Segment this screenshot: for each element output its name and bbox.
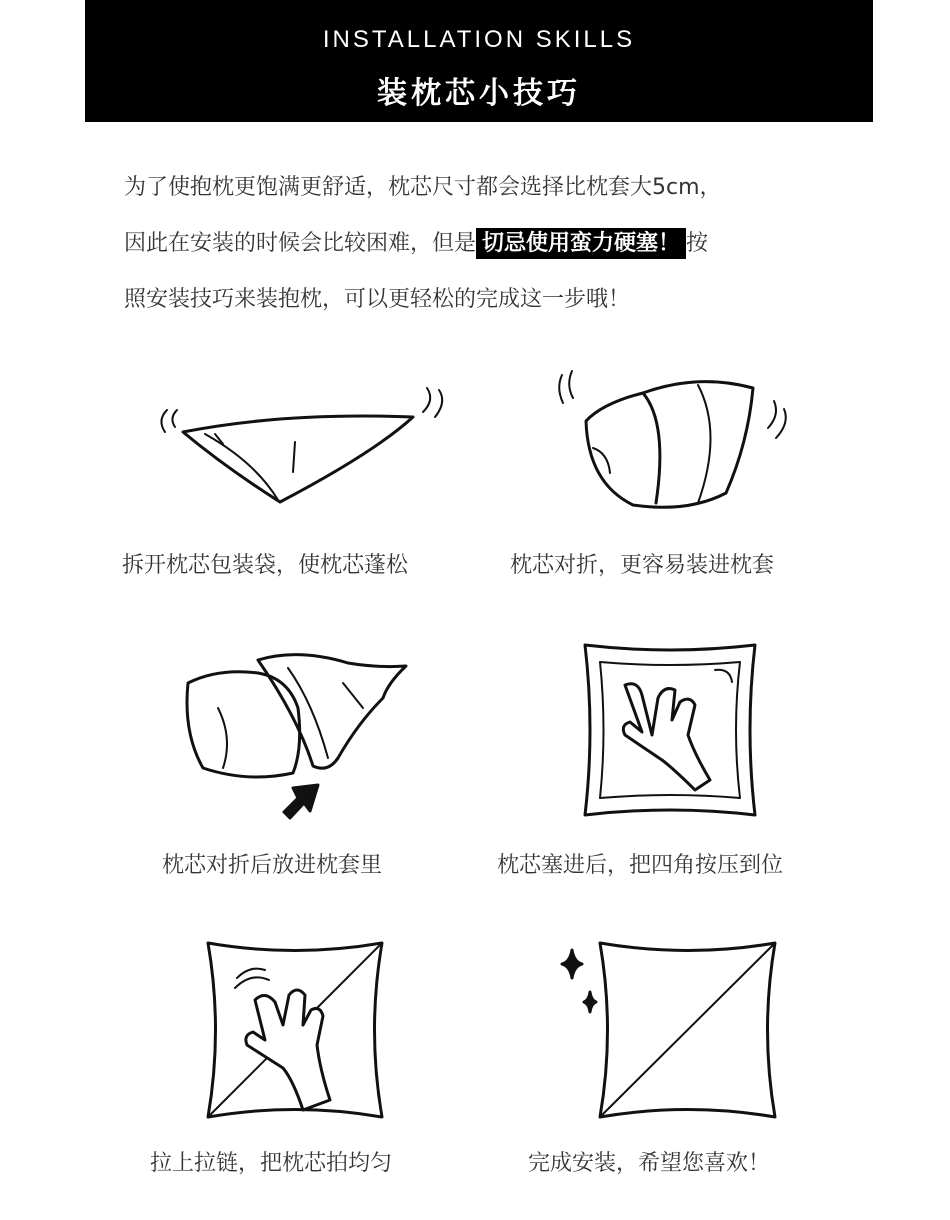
step4-press-corners-illustration	[580, 640, 760, 820]
step6-caption: 完成安装，希望您喜欢！	[528, 1151, 771, 1176]
step2-pillow-fold-illustration	[548, 363, 798, 523]
intro-line-2-end: 按	[686, 231, 709, 256]
step4-caption: 枕芯塞进后，把四角按压到位	[497, 853, 784, 878]
step6-finished-pillow-illustration	[558, 940, 778, 1120]
step1-pillow-fluff-illustration	[145, 372, 445, 512]
step5-caption: 拉上拉链，把枕芯拍均匀	[150, 1151, 393, 1176]
intro-line-1: 为了使抱枕更饱满更舒适，枕芯尺寸都会选择比枕套大5cm，	[124, 175, 722, 200]
step3-insert-into-cover-illustration	[178, 648, 418, 823]
banner-title-en: INSTALLATION SKILLS	[322, 26, 636, 53]
step1-caption: 拆开枕芯包装袋，使枕芯蓬松	[122, 553, 409, 578]
header-banner	[85, 0, 873, 122]
step5-pat-evenly-illustration	[205, 940, 385, 1120]
step3-caption: 枕芯对折后放进枕套里	[162, 853, 383, 878]
warning-highlight: 切忌使用蛮力硬塞！	[476, 228, 686, 259]
step2-caption: 枕芯对折，更容易装进枕套	[510, 553, 775, 578]
intro-line-3: 照安装技巧来装抱枕，可以更轻松的完成这一步哦！	[124, 287, 631, 312]
banner-title-cn: 装枕芯小技巧	[377, 76, 581, 111]
intro-paragraph	[124, 160, 844, 328]
intro-line-2-start: 因此在安装的时候会比较困难，但是	[124, 231, 477, 256]
intro-line-2	[124, 216, 844, 272]
